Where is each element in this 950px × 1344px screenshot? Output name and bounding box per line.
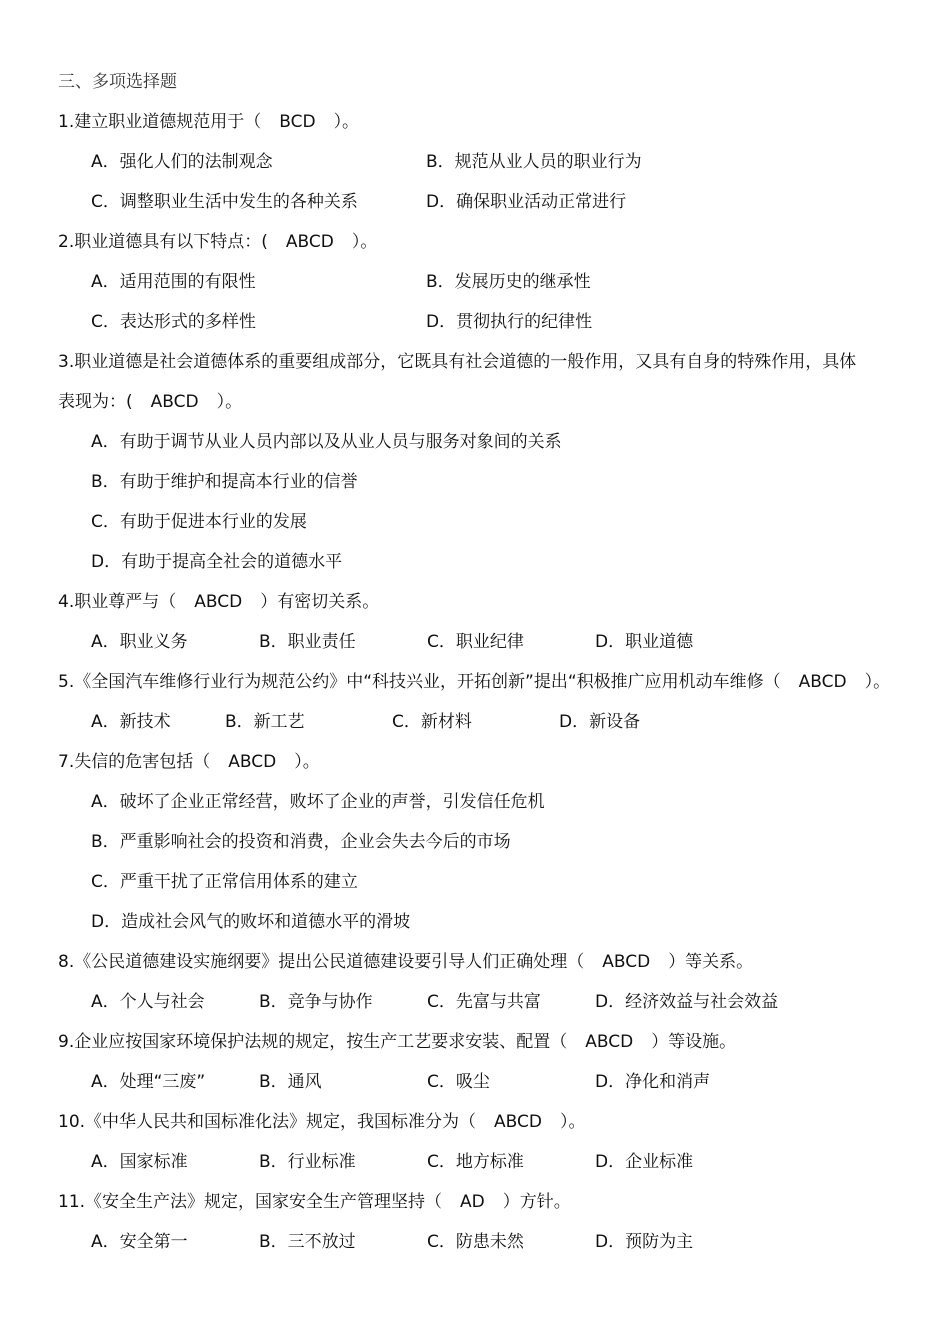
options-7 — [58, 782, 908, 942]
question-stem: 2.职业道德具有以下特点：( — [58, 232, 268, 252]
option-a: A．新技术 — [91, 712, 171, 732]
answer: BCD — [279, 112, 316, 132]
option-c: C．调整职业生活中发生的各种关系 — [91, 192, 358, 212]
question-4 — [58, 582, 908, 622]
option-b: B．新工艺 — [225, 712, 305, 732]
question-tail: ）等设施。 — [651, 1032, 737, 1052]
question-stem: 9.企业应按国家环境保护法规的规定，按生产工艺要求安装、配置（ — [58, 1032, 568, 1052]
question-tail: ）。 — [864, 672, 891, 692]
question-tail: ）等关系。 — [668, 952, 754, 972]
question-tail: ）。 — [351, 232, 378, 252]
option-c: C．严重干扰了正常信用体系的建立 — [91, 872, 358, 892]
question-stem: 5.《全国汽车维修行业行为规范公约》中“科技兴业，开拓创新”提出“积极推广应用机动车维修（ — [58, 672, 781, 692]
option-c: C．地方标准 — [427, 1152, 524, 1172]
option-c: C．吸尘 — [427, 1072, 490, 1092]
question-stem: 1.建立职业道德规范用于（ — [58, 112, 262, 132]
answer: ABCD — [798, 672, 847, 692]
option-a: A．国家标准 — [91, 1152, 188, 1172]
option-d: D．预防为主 — [595, 1232, 694, 1252]
question-8 — [58, 942, 908, 982]
option-b: B．有助于维护和提高本行业的信誉 — [91, 472, 358, 492]
options-4 — [58, 622, 908, 662]
option-a: A．职业义务 — [91, 632, 188, 652]
option-b: B．发展历史的继承性 — [426, 272, 591, 292]
answer: ABCD — [194, 592, 243, 612]
document-page — [58, 62, 908, 1262]
question-tail: ）方针。 — [502, 1192, 571, 1212]
answer: ABCD — [494, 1112, 543, 1132]
option-b: B．职业责任 — [259, 632, 356, 652]
question-3-line1: 3.职业道德是社会道德体系的重要组成部分，它既具有社会道德的一般作用，又具有自身的特殊作用，具体 — [58, 352, 857, 372]
question-tail: ）有密切关系。 — [260, 592, 380, 612]
answer: ABCD — [228, 752, 277, 772]
question-tail: ）。 — [560, 1112, 586, 1132]
option-d: D．经济效益与社会效益 — [595, 992, 779, 1012]
option-c: C．有助于促进本行业的发展 — [91, 512, 307, 532]
option-a: A．破坏了企业正常经营，败坏了企业的声誉，引发信任危机 — [91, 792, 545, 812]
answer: ABCD — [150, 392, 199, 412]
section-title: 三、多项选择题 — [58, 72, 177, 92]
question-11 — [58, 1182, 908, 1222]
options-9 — [58, 1062, 908, 1102]
question-stem: 8.《公民道德建设实施纲要》提出公民道德建设要引导人们正确处理（ — [58, 952, 585, 972]
options-1 — [58, 142, 908, 222]
question-1 — [58, 102, 908, 142]
option-b: B．竞争与协作 — [259, 992, 373, 1012]
option-a: A．安全第一 — [91, 1232, 188, 1252]
question-stem: 4.职业尊严与（ — [58, 592, 177, 612]
question-3 — [58, 382, 908, 422]
question-7 — [58, 742, 908, 782]
options-10 — [58, 1142, 908, 1182]
option-d: D．新设备 — [559, 712, 641, 732]
option-d: D．有助于提高全社会的道德水平 — [91, 552, 343, 572]
answer: ABCD — [585, 1032, 634, 1052]
question-10 — [58, 1102, 908, 1142]
option-d: D．贯彻执行的纪律性 — [426, 312, 593, 332]
question-stem: 10.《中华人民共和国标准化法》规定，我国标准分为（ — [58, 1112, 477, 1132]
option-a: A．处理“三废” — [91, 1072, 206, 1092]
question-tail: ）。 — [216, 392, 243, 412]
options-8 — [58, 982, 908, 1022]
option-b: B．规范从业人员的职业行为 — [426, 152, 642, 172]
option-c: C．先富与共富 — [427, 992, 541, 1012]
question-2 — [58, 222, 908, 262]
option-d: D．造成社会风气的败坏和道德水平的滑坡 — [91, 912, 411, 932]
options-5 — [58, 702, 908, 742]
question-9 — [58, 1022, 908, 1062]
option-b: B．三不放过 — [259, 1232, 356, 1252]
question-stem: 7.失信的危害包括（ — [58, 752, 211, 772]
option-b: B．通风 — [259, 1072, 322, 1092]
options-3 — [58, 422, 908, 582]
option-a: A．个人与社会 — [91, 992, 205, 1012]
option-c: C．职业纪律 — [427, 632, 524, 652]
option-d: D．净化和消声 — [595, 1072, 711, 1092]
answer: ABCD — [285, 232, 334, 252]
option-c: C．防患未然 — [427, 1232, 524, 1252]
option-a: A．适用范围的有限性 — [91, 272, 256, 292]
options-11 — [58, 1222, 908, 1262]
option-c: C．表达形式的多样性 — [91, 312, 256, 332]
answer: AD — [460, 1192, 485, 1212]
question-stem: 11.《安全生产法》规定，国家安全生产管理坚持（ — [58, 1192, 443, 1212]
option-b: B．严重影响社会的投资和消费，企业会失去今后的市场 — [91, 832, 511, 852]
option-d: D．确保职业活动正常进行 — [426, 192, 627, 212]
question-5 — [58, 662, 908, 702]
option-d: D．企业标准 — [595, 1152, 694, 1172]
option-a: A．强化人们的法制观念 — [91, 152, 273, 172]
option-a: A．有助于调节从业人员内部以及从业人员与服务对象间的关系 — [91, 432, 562, 452]
option-d: D．职业道德 — [595, 632, 694, 652]
question-tail: ）。 — [294, 752, 320, 772]
answer: ABCD — [602, 952, 651, 972]
question-stem: 表现为：( — [58, 392, 133, 412]
option-b: B．行业标准 — [259, 1152, 356, 1172]
option-c: C．新材料 — [392, 712, 472, 732]
options-2 — [58, 262, 908, 342]
question-tail: ）。 — [333, 112, 360, 132]
